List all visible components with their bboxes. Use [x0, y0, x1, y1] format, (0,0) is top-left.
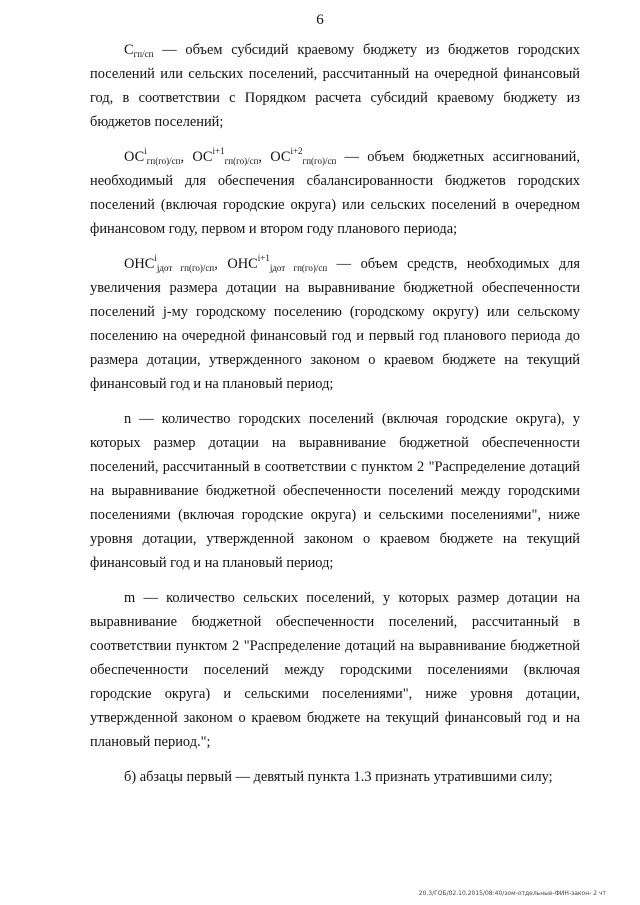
- symbol-c: С: [124, 42, 134, 58]
- symbol-ons-1-sub: jдот гп(го)/сп: [156, 263, 215, 273]
- symbol-os-3-sup: i+2: [290, 146, 303, 156]
- symbol-os-3: ОС: [270, 149, 291, 165]
- page-number: 6: [316, 12, 324, 28]
- symbol-ons-2: ОНС: [227, 256, 258, 272]
- symbol-n: n: [124, 411, 132, 427]
- symbol-os-1-sup: i: [144, 146, 147, 156]
- symbol-os-1-sub: гп(го)/сп: [146, 156, 181, 166]
- paragraph-n-text: — количество городских поселений (включая городские округа), у которых размер дотации на выравнивание бюджетной обеспеченности поселений, рассчитанный в соответствии с пунктом 2 "Распределение дотаций на выравнивание бюджетной обеспеченности поселений между городскими поселениями (включая городские округа) и сельскими поселениями", ниже уровня дотации, утвержденной законом о краевом бюджете на текущий финансовый год и на плановый период;: [90, 411, 580, 571]
- paragraph-os-allocations: [90, 145, 580, 241]
- symbol-os-1: ОС: [124, 149, 145, 165]
- document-body: [90, 38, 580, 800]
- paragraph-os-text: — объем бюджетных ассигнований, необходимый для обеспечения сбалансированности бюджетов городских поселений (включая городские округа) или сельских поселений в очередном финансовом году, первом и втором году планового периода;: [90, 149, 580, 237]
- symbol-os-2-sub: гп(го)/сп: [224, 156, 259, 166]
- paragraph-b-repeal: б) абзацы первый — девятый пункта 1.3 признать утратившими силу;: [124, 769, 553, 785]
- paragraph-m-text: — количество сельских поселений, у которых размер дотации на выравнивание бюджетной обеспеченности поселений, рассчитанный в соответствии пунктом 2 "Распределение дотаций на выравнивание бюджетной обеспеченности поселений между городскими поселениями (включая городские округа) и сельскими поселениями", ниже уровня дотации, утвержденной законом о краевом бюджете на текущий финансовый год и на плановый период.";: [90, 590, 580, 750]
- symbol-m: m: [124, 590, 136, 606]
- paragraph-ons-text: — объем средств, необходимых для увеличения размера дотации на выравнивание бюджетной обеспеченности поселений j-му городскому поселению (городскому округу) или сельскому поселению на очередной финансовый год и первый год планового периода до размера дотации, утвержденного законом о краевом бюджете на текущий финансовый год и на плановый период;: [90, 256, 580, 392]
- document-footer: 20.3/ГОБ/02.10.2015/08:40/зом-отдельные-ФИН-закон- 2 чт: [418, 890, 606, 897]
- symbol-ons-2-sub: jдот гп(го)/сп: [269, 263, 328, 273]
- symbol-os-2: ОС: [192, 149, 213, 165]
- symbol-ons-1: ОНС: [124, 256, 155, 272]
- symbol-os-3-sub: гп(го)/сп: [302, 156, 337, 166]
- separator: ,: [258, 149, 271, 165]
- symbol-ons-2-sup: i+1: [257, 253, 270, 263]
- separator: ,: [214, 256, 228, 272]
- paragraph-c-text: — объем субсидий краевому бюджету из бюджетов городских поселений или сельских поселений, рассчитанный на очередной финансовый год, в соответствии с Порядком расчета субсидий краевому бюджету из бюджетов поселений;: [90, 42, 580, 130]
- paragraph-c-subsidies: [90, 38, 580, 134]
- paragraph-m-count: [90, 586, 580, 754]
- symbol-c-subscript: гп/сп: [133, 49, 154, 59]
- symbol-os-2-sup: i+1: [212, 146, 225, 156]
- paragraph-n-count: [90, 407, 580, 575]
- paragraph-ons-funds: [90, 252, 580, 396]
- symbol-ons-1-sup: i: [154, 253, 157, 263]
- separator: ,: [180, 149, 193, 165]
